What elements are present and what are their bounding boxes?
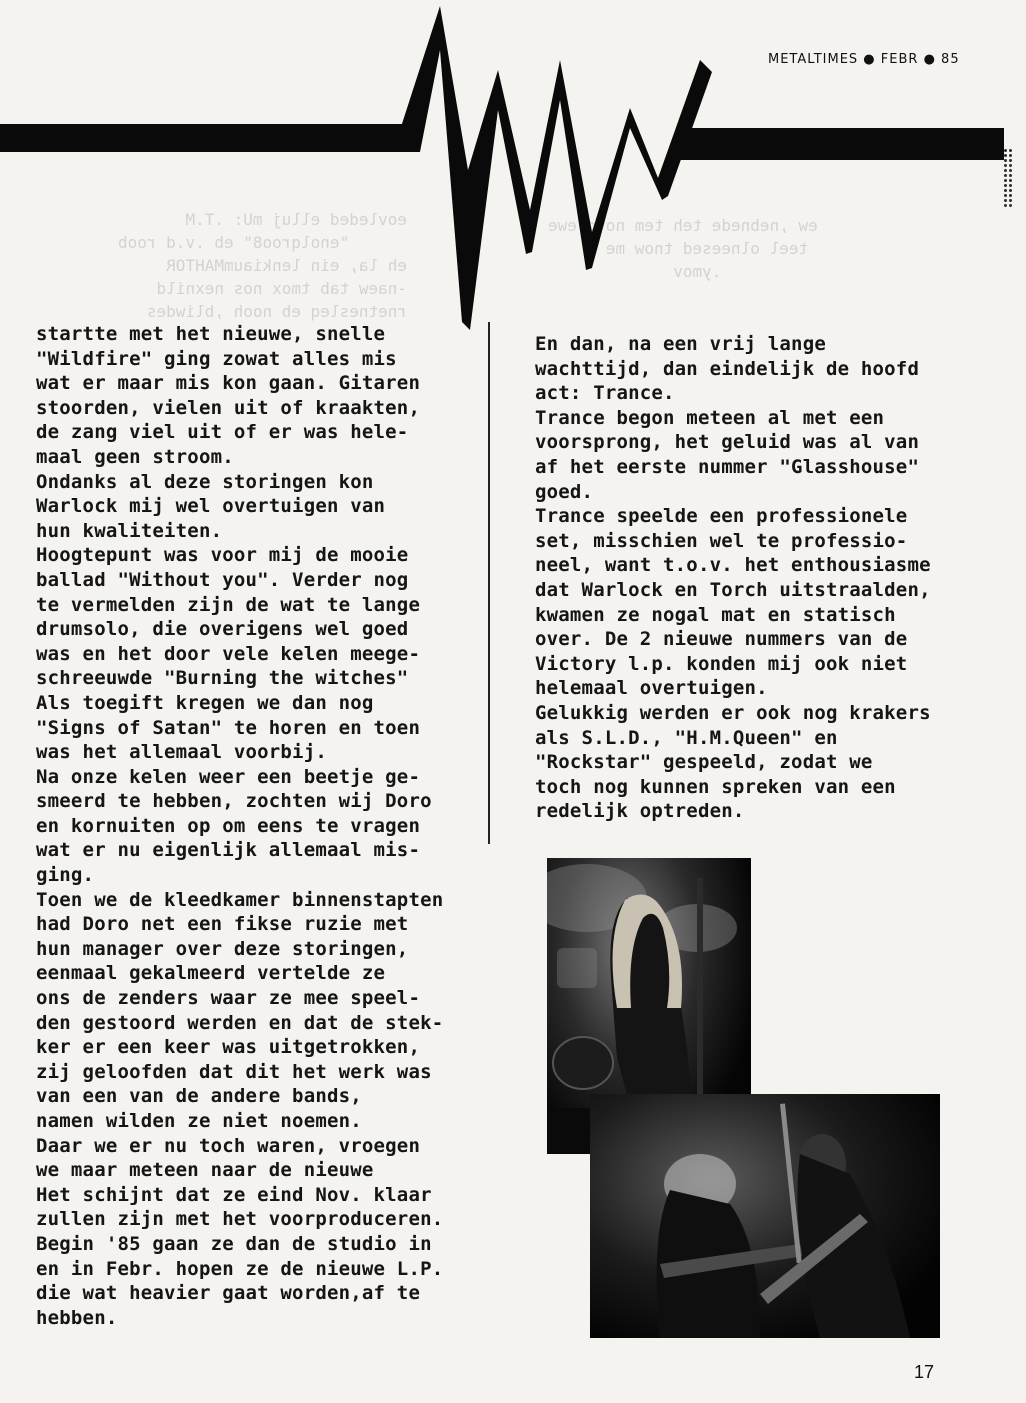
left-line: we maar meteen naar de nieuwe — [36, 1159, 374, 1182]
left-line: drumsolo, die overigens wel goed — [36, 618, 409, 641]
right-text-column — [535, 332, 975, 824]
left-line: wat er maar mis kon gaan. Gitaren — [36, 372, 421, 395]
bleed-through-text: eovleded elluj mU: .T.M "enolqroo8" eb .v.d roob eh la, ein lenkiaumMAHTOR -naew tab tmox nos nexnild rnetnesleq eb nooh ,bliwdes — [118, 210, 407, 321]
right-line: act: Trance. — [535, 382, 675, 405]
right-line: als S.L.D., "H.M.Queen" en — [535, 726, 838, 749]
left-line: en in Febr. hopen ze de nieuwe L.P. — [36, 1257, 444, 1280]
left-line: eenmaal gekalmeerd vertelde ze — [36, 962, 386, 985]
running-header — [768, 52, 960, 67]
left-line: hun manager over deze storingen, — [36, 937, 409, 960]
left-line: wat er nu eigenlijk allemaal mis- — [36, 839, 421, 862]
right-line: Trance begon meteen al met een — [535, 406, 885, 429]
right-line: Victory l.p. konden mij ook niet — [535, 652, 908, 675]
left-line: Warlock mij wel overtuigen van — [36, 495, 386, 518]
header-bar-right — [680, 128, 1004, 160]
left-line: startte met het nieuwe, snelle — [36, 323, 386, 345]
right-line: helemaal overtuigen. — [535, 677, 768, 700]
bullet-icon: ● — [918, 52, 942, 67]
left-line: hebben. — [36, 1306, 118, 1329]
left-line: maal geen stroom. — [36, 445, 234, 468]
left-line: "Wildfire" ging zowat alles mis — [36, 347, 397, 370]
right-line: set, misschien wel te professio- — [535, 529, 908, 552]
left-line: schreeuwde "Burning the witches" — [36, 667, 409, 690]
left-line: hun kwaliteiten. — [36, 519, 223, 542]
header-bar-left — [0, 124, 420, 152]
left-line: ging. — [36, 864, 95, 887]
right-line: kwamen ze nogal mat en statisch — [535, 603, 896, 626]
left-line: die wat heavier gaat worden,af te — [36, 1282, 421, 1305]
left-line: was het allemaal voorbij. — [36, 741, 327, 764]
right-line: neel, want t.o.v. het enthousiasme — [535, 554, 931, 577]
right-line: redelijk optreden. — [535, 800, 745, 823]
left-line: Na onze kelen weer een beetje ge- — [36, 765, 421, 788]
bleed-through-text-right: ew ,nebnede teh tem novo ewe teel olneesed tnow me .ymov — [548, 216, 818, 281]
left-line: ons de zenders waar ze mee speel- — [36, 987, 421, 1010]
right-line: over. De 2 nieuwe nummers van de — [535, 628, 908, 651]
left-line: stoorden, vielen uit of kraakten, — [36, 396, 421, 419]
left-line: Hoogtepunt was voor mij de mooie — [36, 544, 409, 567]
right-line: Trance speelde een professionele — [535, 505, 908, 528]
left-line: Toen we de kleedkamer binnenstapten — [36, 888, 444, 911]
left-line: en kornuiten op om eens te vragen — [36, 814, 421, 837]
right-line: En dan, na een vrij lange — [535, 333, 826, 355]
issue-month: FEBR — [880, 52, 919, 67]
right-line: voorsprong, het geluid was al van — [535, 431, 920, 454]
left-line: smeerd te hebben, zochten wij Doro — [36, 790, 432, 813]
right-line: toch nog kunnen spreken van een — [535, 775, 896, 798]
left-line: Daar we er nu toch waren, vroegen — [36, 1134, 421, 1157]
left-line: te vermelden zijn de wat te lange — [36, 593, 421, 616]
left-line: Begin '85 gaan ze dan de studio in — [36, 1232, 432, 1255]
right-line: af het eerste nummer "Glasshouse" — [535, 455, 920, 478]
left-line: den gestoord werden en dat de stek- — [36, 1011, 444, 1034]
left-line: zullen zijn met het voorproduceren. — [36, 1208, 444, 1231]
left-line: zij geloofden dat dit het werk was — [36, 1060, 432, 1083]
left-line: was en het door vele kelen meege- — [36, 642, 421, 665]
photo-guitarists-illustration — [590, 1094, 940, 1338]
left-line: ballad "Without you". Verder nog — [36, 568, 409, 591]
heartbeat-logo-graphic — [0, 0, 1026, 340]
issue-year: 85 — [941, 52, 960, 67]
left-line: had Doro net een fikse ruzie met — [36, 913, 409, 936]
left-line: Het schijnt dat ze eind Nov. klaar — [36, 1183, 432, 1206]
right-line: "Rockstar" gespeeld, zodat we — [535, 751, 873, 774]
magazine-name: METALTIMES — [768, 52, 859, 67]
right-line: wachttijd, dan eindelijk de hoofd — [535, 357, 920, 380]
column-divider — [488, 322, 490, 844]
right-line: dat Warlock en Torch uitstraalden, — [535, 578, 931, 601]
left-line: ker er een keer was uitgetrokken, — [36, 1036, 421, 1059]
left-line: namen wilden ze niet noemen. — [36, 1110, 362, 1132]
left-text-column — [36, 322, 486, 1330]
left-line: Ondanks al deze storingen kon — [36, 470, 374, 493]
right-line: goed. — [535, 480, 594, 503]
left-line: "Signs of Satan" te horen en toen — [36, 716, 421, 739]
left-line: van een van de andere bands, — [36, 1085, 362, 1108]
left-line: Als toegift kregen we dan nog — [36, 691, 374, 714]
concert-photo-guitarists — [590, 1094, 940, 1338]
page-number: 17 — [914, 1362, 935, 1382]
left-line: de zang viel uit of er was hele- — [36, 421, 409, 444]
heartbeat-waveform — [400, 6, 712, 330]
bullet-icon: ● — [858, 52, 881, 67]
right-line: Gelukkig werden er ook nog krakers — [535, 701, 931, 724]
edge-dot-pattern — [1003, 148, 1013, 208]
